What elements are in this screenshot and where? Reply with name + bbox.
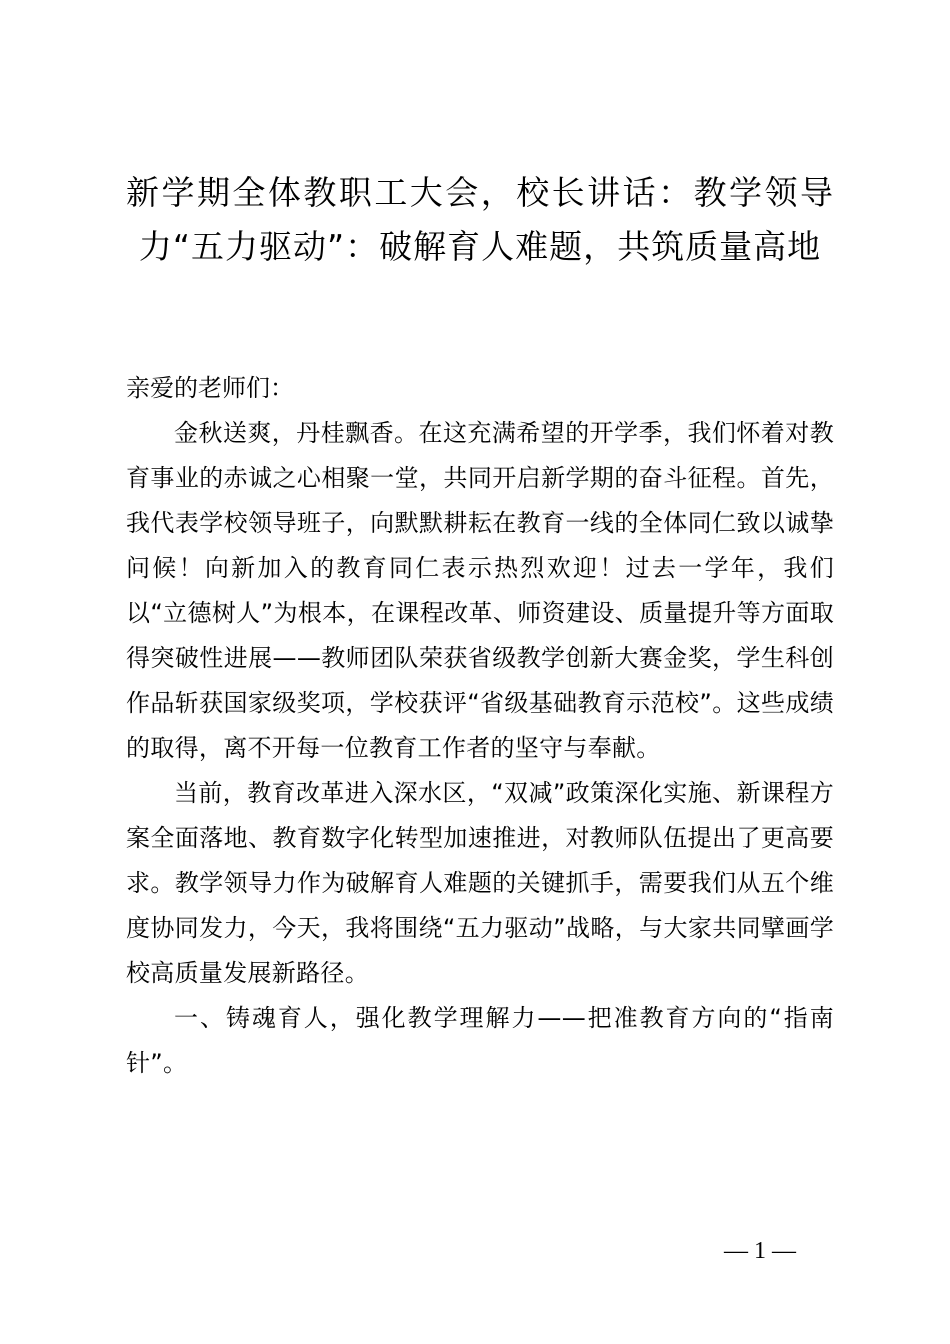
section-heading-one: 一、铸魂育人，强化教学理解力——把准教育方向的“指南针”。 (126, 1004, 834, 1077)
document-title: 新学期全体教职工大会，校长讲话：教学领导力“五力驱动”：破解育人难题，共筑质量高地 (126, 173, 834, 266)
document-body (126, 366, 834, 1086)
paragraph-context: 当前，教育改革进入深水区，“双减”政策深化实施、新课程方案全面落地、教育数字化转型加速推进，对教师队伍提出了更高要求。教学领导力作为破解育人难题的关键抓手，需要我们从五个维度协同发力，今天，我将围绕“五力驱动”战略，与大家共同擘画学校高质量发展新路径。 (126, 779, 834, 987)
paragraph-opening: 金秋送爽，丹桂飘香。在这充满希望的开学季，我们怀着对教育事业的赤诚之心相聚一堂，共同开启新学期的奋斗征程。首先，我代表学校领导班子，向默默耕耘在教育一线的全体同仁致以诚挚问候！向新加入的教育同仁表示热烈欢迎！过去一学年，我们以“立德树人”为根本，在课程改革、师资建设、质量提升等方面取得突破性进展——教师团队荣获省级教学创新大赛金奖，学生科创作品斩获国家级奖项，学校获评“省级基础教育示范校”。这些成绩的取得，离不开每一位教育工作者的坚守与奉献。 (126, 419, 834, 762)
salutation: 亲爱的老师们： (126, 374, 294, 402)
page-number: — 1 — (724, 1238, 796, 1264)
